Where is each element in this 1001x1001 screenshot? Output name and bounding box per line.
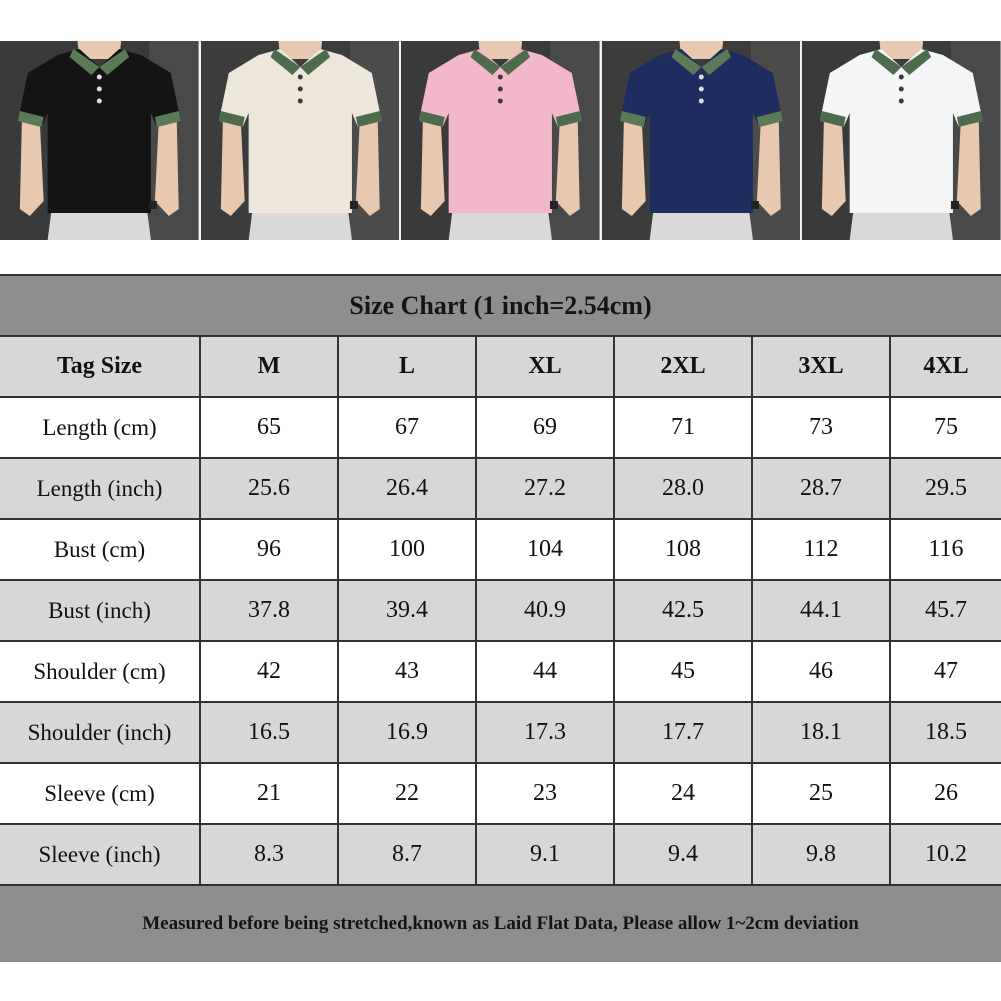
measurement-value: 28.7 <box>752 458 890 519</box>
polo-shirt-image <box>0 41 199 240</box>
measurement-value: 16.9 <box>338 702 476 763</box>
measurement-label: Shoulder (inch) <box>0 702 200 763</box>
product-photo-white <box>800 41 1001 240</box>
product-photo-strip <box>0 41 1001 240</box>
measurement-value: 28.0 <box>614 458 752 519</box>
table-row <box>0 763 1001 824</box>
measurement-value: 24 <box>614 763 752 824</box>
measurement-value: 108 <box>614 519 752 580</box>
tag-size-header: Tag Size <box>0 337 200 397</box>
polo-shirt-image <box>201 41 400 240</box>
size-header-xl: XL <box>476 337 614 397</box>
measurement-value: 18.5 <box>890 702 1001 763</box>
measurement-value: 43 <box>338 641 476 702</box>
polo-shirt-image <box>602 41 801 240</box>
measurement-value: 29.5 <box>890 458 1001 519</box>
measurement-value: 17.7 <box>614 702 752 763</box>
measurement-value: 104 <box>476 519 614 580</box>
table-row <box>0 397 1001 458</box>
measurement-value: 37.8 <box>200 580 338 641</box>
size-chart-title: Size Chart (1 inch=2.54cm) <box>0 276 1001 337</box>
measurement-value: 96 <box>200 519 338 580</box>
measurement-value: 9.8 <box>752 824 890 885</box>
measurement-value: 26.4 <box>338 458 476 519</box>
measurement-label: Shoulder (cm) <box>0 641 200 702</box>
measurement-value: 69 <box>476 397 614 458</box>
table-row <box>0 641 1001 702</box>
polo-shirt-image <box>802 41 1001 240</box>
size-header-3xl: 3XL <box>752 337 890 397</box>
measurement-label: Length (cm) <box>0 397 200 458</box>
measurement-value: 10.2 <box>890 824 1001 885</box>
measurement-value: 25.6 <box>200 458 338 519</box>
measurement-value: 9.4 <box>614 824 752 885</box>
measurement-value: 17.3 <box>476 702 614 763</box>
measurement-value: 9.1 <box>476 824 614 885</box>
measurement-value: 75 <box>890 397 1001 458</box>
table-row <box>0 824 1001 885</box>
measurement-value: 40.9 <box>476 580 614 641</box>
measurement-value: 8.3 <box>200 824 338 885</box>
measurement-value: 22 <box>338 763 476 824</box>
measurement-value: 16.5 <box>200 702 338 763</box>
size-chart <box>0 274 1001 962</box>
measurement-label: Length (inch) <box>0 458 200 519</box>
measurement-note: Measured before being stretched,known as Laid Flat Data, Please allow 1~2cm deviation <box>0 886 1001 962</box>
measurement-value: 25 <box>752 763 890 824</box>
measurement-value: 67 <box>338 397 476 458</box>
table-row <box>0 458 1001 519</box>
measurement-value: 45.7 <box>890 580 1001 641</box>
measurement-label: Bust (cm) <box>0 519 200 580</box>
measurement-label: Sleeve (inch) <box>0 824 200 885</box>
measurement-value: 71 <box>614 397 752 458</box>
measurement-value: 73 <box>752 397 890 458</box>
measurement-value: 47 <box>890 641 1001 702</box>
measurement-value: 27.2 <box>476 458 614 519</box>
measurement-value: 116 <box>890 519 1001 580</box>
measurement-value: 23 <box>476 763 614 824</box>
product-photo-black <box>0 41 199 240</box>
measurement-value: 8.7 <box>338 824 476 885</box>
measurement-label: Sleeve (cm) <box>0 763 200 824</box>
table-row <box>0 519 1001 580</box>
measurement-value: 42.5 <box>614 580 752 641</box>
size-header-m: M <box>200 337 338 397</box>
size-header-2xl: 2XL <box>614 337 752 397</box>
size-header-l: L <box>338 337 476 397</box>
table-row <box>0 580 1001 641</box>
polo-shirt-image <box>401 41 600 240</box>
measurement-value: 65 <box>200 397 338 458</box>
measurement-value: 26 <box>890 763 1001 824</box>
size-chart-table <box>0 337 1001 886</box>
product-photo-pink <box>399 41 600 240</box>
measurement-value: 39.4 <box>338 580 476 641</box>
size-chart-header-row <box>0 337 1001 397</box>
table-row <box>0 702 1001 763</box>
measurement-label: Bust (inch) <box>0 580 200 641</box>
product-photo-navy <box>600 41 801 240</box>
measurement-value: 42 <box>200 641 338 702</box>
measurement-value: 21 <box>200 763 338 824</box>
measurement-value: 44.1 <box>752 580 890 641</box>
measurement-value: 46 <box>752 641 890 702</box>
product-photo-beige <box>199 41 400 240</box>
measurement-value: 112 <box>752 519 890 580</box>
measurement-value: 100 <box>338 519 476 580</box>
size-header-4xl: 4XL <box>890 337 1001 397</box>
measurement-value: 18.1 <box>752 702 890 763</box>
measurement-value: 44 <box>476 641 614 702</box>
measurement-value: 45 <box>614 641 752 702</box>
